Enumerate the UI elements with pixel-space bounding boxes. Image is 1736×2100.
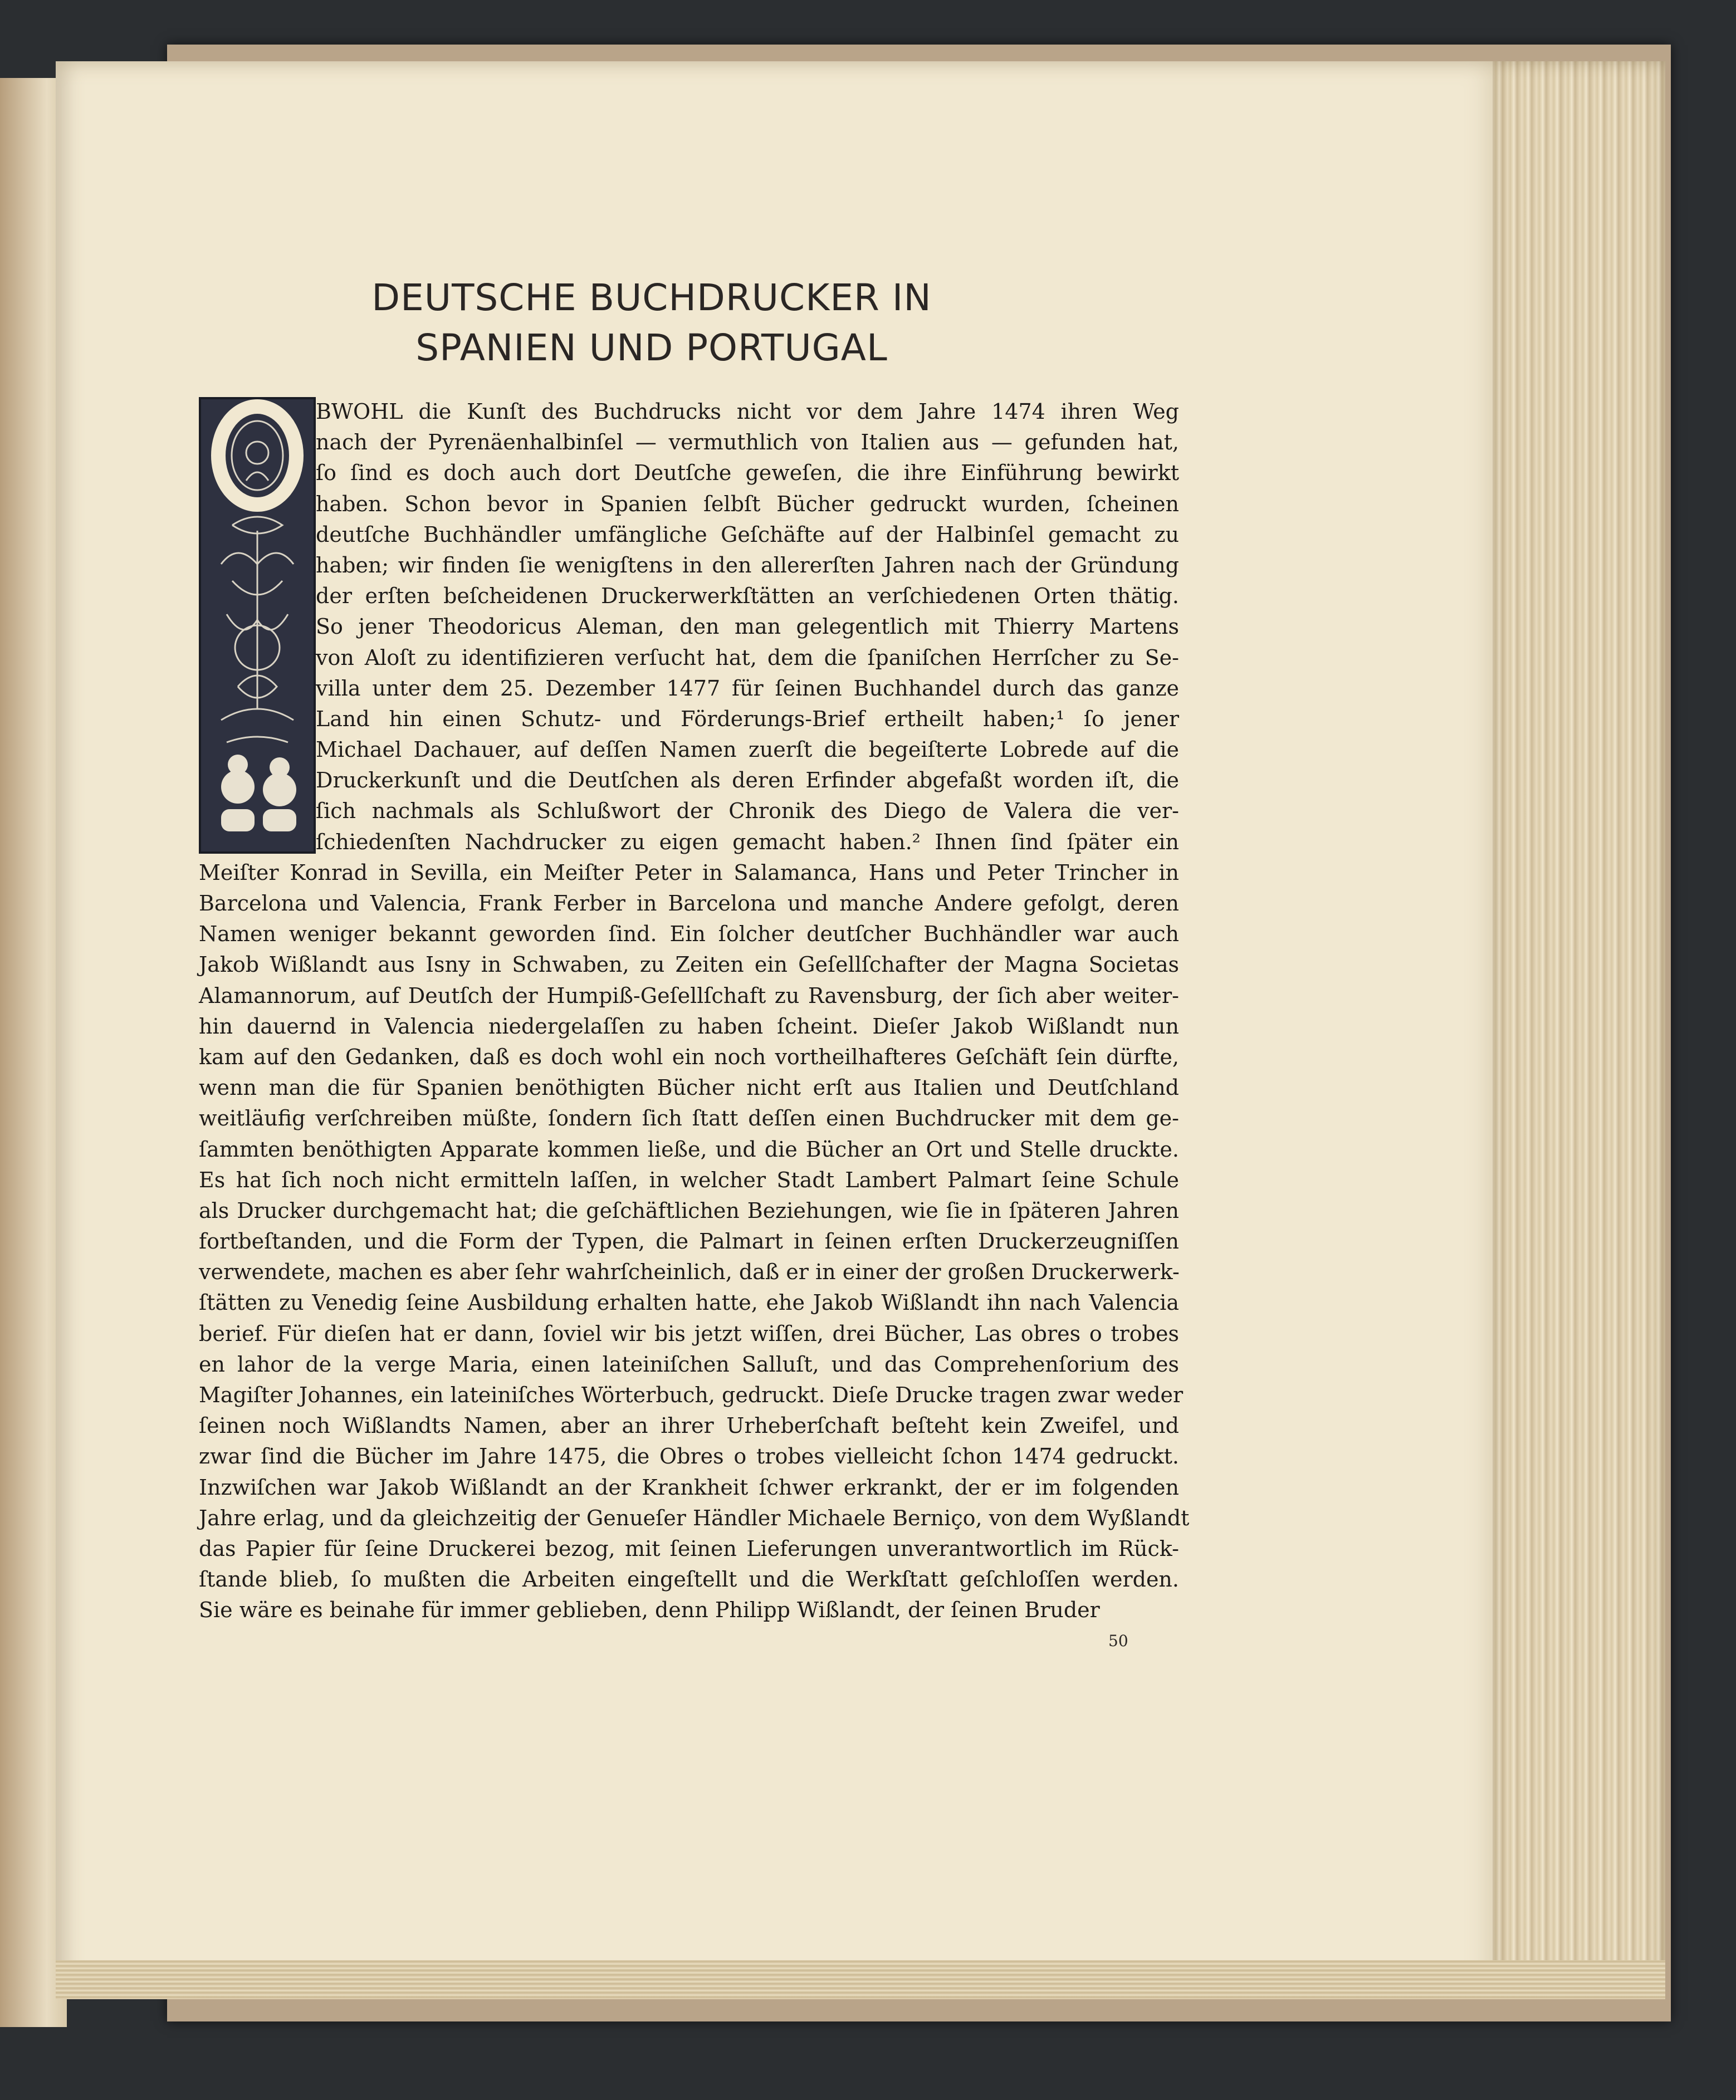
text-line: So jener Theodoricus Aleman, den man gelegentlich mit Thierry Martens	[316, 614, 1179, 639]
text-line: berief. Für dieſen hat er dann, ſoviel wir bis jetzt wiſſen, drei Bücher, Las obres o trobes	[199, 1321, 1179, 1346]
page-number: 50	[1108, 1632, 1128, 1650]
text-line: Druckerkunſt und die Deutſchen als deren Erfinder abgefaßt worden iſt, die	[316, 768, 1179, 793]
text-line: weitläufig verſchreiben müßte, ſondern ſich ſtatt deſſen einen Buchdrucker mit dem ge-	[199, 1106, 1179, 1131]
text-line: fortbeſtanden, und die Form der Typen, die Palmart in ſeinen erſten Druckerzeugniſſen	[199, 1229, 1179, 1254]
text-line: ſammten benöthigten Apparate kommen ließe, und die Bücher an Ort und Stelle druckte.	[199, 1137, 1179, 1162]
text-line: von Aloſt zu identifizieren verſucht hat, dem die ſpaniſchen Herrſcher zu Se-	[316, 645, 1179, 670]
text-line: Es hat ſich noch nicht ermitteln laſſen, in welcher Stadt Lambert Palmart ſeine Schule	[199, 1167, 1179, 1192]
text-line: hin dauernd in Valencia niedergelaſſen zu haben ſcheint. Dieſer Jakob Wißlandt nun	[199, 1014, 1179, 1039]
title-line-2: SPANIEN UND PORTUGAL	[415, 326, 888, 369]
text-line: BWOHL die Kunſt des Buchdrucks nicht vor dem Jahre 1474 ihren Weg	[316, 399, 1179, 424]
text-line: Jakob Wißlandt aus Isny in Schwaben, zu Zeiten ein Geſellſchafter der Magna Societas	[199, 952, 1179, 977]
text-line: deutſche Buchhändler umfängliche Geſchäfte auf der Halbinſel gemacht zu	[316, 522, 1179, 547]
text-line: Magiſter Johannes, ein lateiniſches Wörterbuch, gedruckt. Dieſe Drucke tragen zwar weder	[199, 1383, 1184, 1407]
text-line: Sie wäre es beinahe für immer geblieben, denn Philipp Wißlandt, der ſeinen Bruder	[199, 1598, 1100, 1623]
text-line: verwendete, machen es aber ſehr wahrſcheinlich, daß er in einer der großen Druckerwerk-	[199, 1260, 1180, 1285]
text-line: Alamannorum, auf Deutſch der Humpiß-Geſellſchaft zu Ravensburg, der ſich aber weiter-	[199, 983, 1179, 1008]
page-bottom-edges	[56, 1960, 1665, 1999]
text-line: haben; wir finden ſie wenigſtens in den allererſten Jahren nach der Gründung	[316, 552, 1179, 577]
text-line: Jahre erlag, und da gleichzeitig der Genueſer Händler Michaele Berniço, von dem Wyßlandt	[199, 1505, 1190, 1530]
title-line-1: DEUTSCHE BUCHDRUCKER IN	[371, 276, 932, 319]
text-line: Michael Dachauer, auf deſſen Namen zuerſt die begeiſterte Lobrede auf die	[316, 737, 1179, 762]
page-title	[278, 273, 1025, 373]
text-line: als Drucker durchgemacht hat; die geſchäftlichen Beziehungen, wie ſie in ſpäteren Jahren	[199, 1198, 1179, 1223]
text-line: nach der Pyrenäenhalbinſel — vermuthlich von Italien aus — gefunden hat,	[316, 430, 1179, 455]
text-line: Meiſter Konrad in Sevilla, ein Meiſter Peter in Salamanca, Hans und Peter Trincher in	[199, 860, 1179, 885]
text-line: der erſten beſcheidenen Druckerwerkſtätten an verſchiedenen Orten thätig.	[316, 584, 1179, 609]
body-text	[199, 396, 1190, 1626]
text-line: haben. Schon bevor in Spanien ſelbſt Bücher gedruckt wurden, ſcheinen	[316, 491, 1179, 516]
text-line: ſeinen noch Wißlandts Namen, aber an ihrer Urheberſchaft beſteht kein Zweifel, und	[199, 1413, 1179, 1438]
text-line: das Papier für ſeine Druckerei bezog, mit ſeinen Lieferungen unverantwortlich im Rück-	[199, 1536, 1179, 1561]
text-line: Namen weniger bekannt geworden ſind. Ein ſolcher deutſcher Buchhändler war auch	[199, 922, 1179, 947]
text-line: ſich nachmals als Schlußwort der Chronik des Diego de Valera die ver-	[316, 799, 1179, 824]
text-line: kam auf den Gedanken, daß es doch wohl ein noch vortheilhafteres Geſchäft ſein dürfte,	[199, 1044, 1179, 1069]
page-stack-edges	[1493, 61, 1665, 1994]
text-line: en lahor de la verge Maria, einen lateiniſchen Salluſt, und das Comprehenſorium des	[199, 1352, 1179, 1377]
text-line: villa unter dem 25. Dezember 1477 für ſeinen Buchhandel durch das ganze	[316, 675, 1179, 701]
text-line: Barcelona und Valencia, Frank Ferber in Barcelona und manche Andere gefolgt, deren	[199, 891, 1179, 916]
text-line: ſtätten zu Venedig ſeine Ausbildung erhalten hatte, ehe Jakob Wißlandt ihn nach Valencia	[199, 1290, 1179, 1315]
text-line: ſtande blieb, ſo mußten die Arbeiten eingeſtellt und die Werkſtatt geſchloſſen werden.	[199, 1567, 1179, 1592]
text-line: Inzwiſchen war Jakob Wißlandt an der Krankheit ſchwer erkrankt, der er im folgenden	[199, 1475, 1179, 1500]
text-line: Land hin einen Schutz- und Förderungs-Brief ertheilt haben;¹ ſo jener	[316, 706, 1179, 731]
text-line: zwar ſind die Bücher im Jahre 1475, die Obres o trobes vielleicht ſchon 1474 gedruckt.	[199, 1444, 1179, 1469]
text-line: wenn man die für Spanien benöthigten Bücher nicht erſt aus Italien und Deutſchland	[199, 1075, 1179, 1100]
text-line: ſchiedenſten Nachdrucker zu eigen gemacht haben.² Ihnen ſind ſpäter ein	[316, 829, 1179, 854]
text-line: ſo ſind es doch auch dort Deutſche geweſen, die ihre Einführung bewirkt	[316, 461, 1179, 486]
